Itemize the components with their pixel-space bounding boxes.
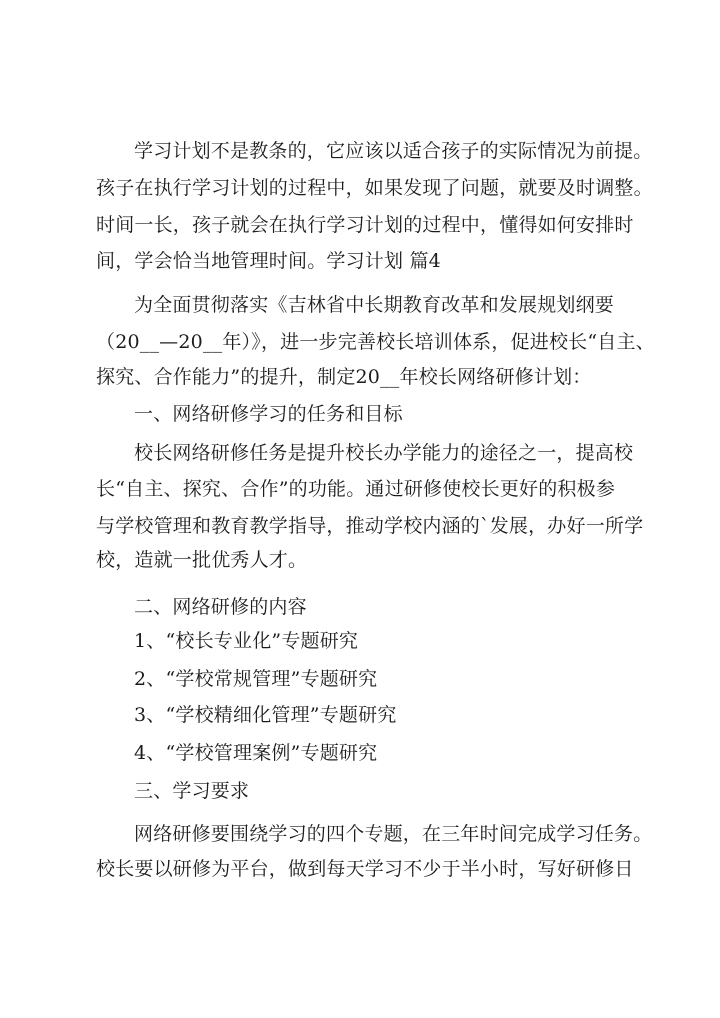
section-heading: 一、网络研修学习的任务和目标 — [134, 403, 403, 425]
text-line: 探究、合作能力”的提升，制定20__年校长网络研修计划： — [96, 366, 592, 388]
text-line: 与学校管理和教育教学指导，推动学校内涵的`发展，办好一所学 — [96, 515, 644, 537]
list-item: 4、“学校管理案例”专题研究 — [134, 742, 378, 764]
section-heading: 二、网络研修的内容 — [134, 596, 307, 618]
section-heading: 三、学习要求 — [134, 780, 250, 802]
text-line: 校长要以研修为平台，做到每天学习不少于半小时，写好研修日 — [96, 858, 634, 880]
list-item: 2、“学校常规管理”专题研究 — [134, 668, 378, 690]
text-line: 校，造就一批优秀人才。 — [96, 549, 308, 571]
text-line: 间，学会恰当地管理时间。学习计划 篇4 — [96, 250, 441, 272]
text-line: 时间一长，孩子就会在执行学习计划的过程中，懂得如何安排时 — [96, 214, 634, 236]
text-line: 孩子在执行学习计划的过程中，如果发现了问题，就要及时调整。 — [96, 177, 653, 199]
text-line: 校长网络研修任务是提升校长办学能力的途径之一，提高校 — [134, 442, 634, 464]
text-line: 学习计划不是教条的，它应该以适合孩子的实际情况为前提。 — [134, 140, 653, 162]
text-line: 网络研修要围绕学习的四个专题，在三年时间完成学习任务。 — [134, 823, 653, 845]
text-line: 为全面贯彻落实《吉林省中长期教育改革和发展规划纲要 — [134, 294, 615, 316]
list-item: 1、“校长专业化”专题研究 — [134, 630, 359, 652]
text-line: （20__—20__年）》，进一步完善校长培训体系，促进校长“自主、 — [96, 331, 655, 353]
list-item: 3、“学校精细化管理”专题研究 — [134, 704, 397, 726]
text-line: 长“自主、探究、合作”的功能。通过研修使校长更好的积极参 — [96, 478, 616, 500]
